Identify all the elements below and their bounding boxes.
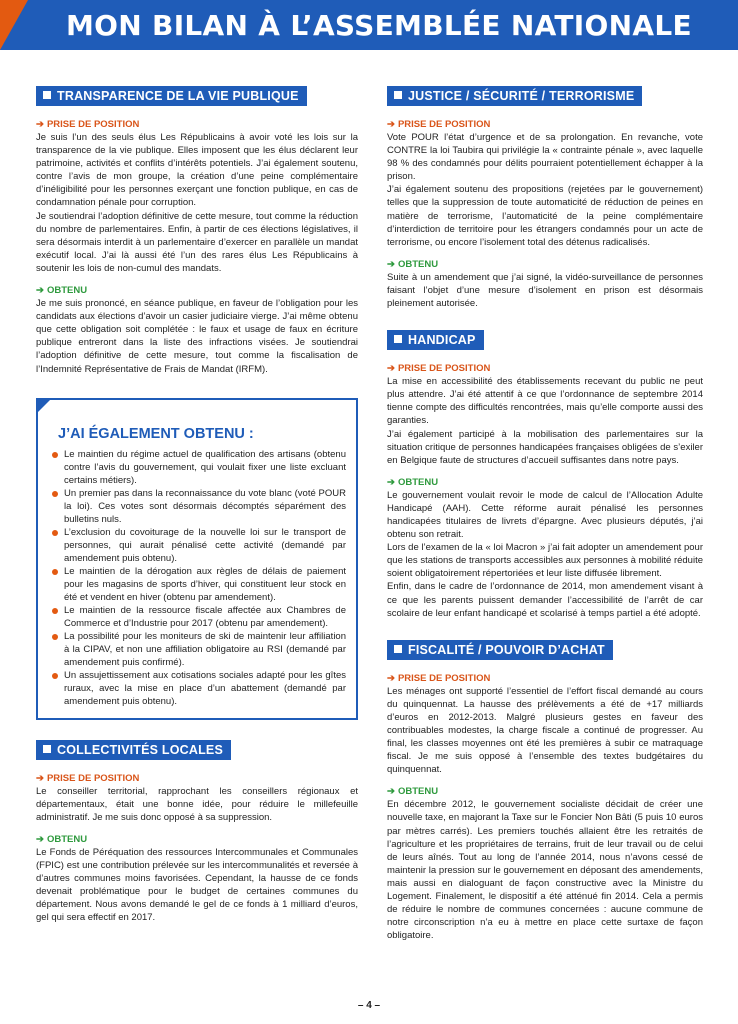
section-title-justice: JUSTICE / SÉCURITÉ / TERRORISME — [387, 86, 642, 106]
left-column — [36, 86, 358, 924]
list-item: La possibilité pour les moniteurs de ski de maintenir leur affiliation à la CIPAV, et non une affiliation obligatoire au RSI (demandé par amendement puis confirmé). — [64, 630, 346, 669]
header-banner — [0, 0, 738, 50]
paragraph: Les ménages ont supporté l’essentiel de l’effort fiscal demandé au cours du quinquennat. La hausse des prélèvements a été de +17 milliards d’euros en 2012-2013. Malgré plusieurs gestes en faveur des contribuables modestes, la charge fiscale a continué de progresser. Au final, les classes moyennes ont été les premières à subir ce matraquage fiscal. Je me suis opposé à l’ensemble des textes budgétaires du quinquennat. — [387, 685, 703, 776]
list-item: Le maintien de la dérogation aux règles de délais de paiement pour les magasins de sports d’hiver, qui constituent leur stock en été et vendent en hiver (obtenu par amendement). — [64, 565, 346, 604]
paragraph: En décembre 2012, le gouvernement socialiste décidait de créer une nouvelle taxe, en majorant la Taxe sur le Foncier Non Bâti (5 puis 10 euros par mètres carrés). Les premiers touchés allaient être les retraités de l’agriculture et les propriétaires de terrains, fruit de leur travail ou de celui de leurs aînés. Tout au long de l’année 2014, nous n’avons cessé de maintenir la pression sur le gouvernement en déposant des amendements, mais aussi en dialoguant de façon constructive avec la Ministre du Logement. Finalement, le dispositif a été atténué fin 2014. Cela a permis de réduire le nombre de communes concernées : aucune commune de notre circonscription n’a eu à mettre en place cette surtaxe de façon obligatoire. — [387, 799, 703, 942]
subheading-prise: ➔ PRISE DE POSITION — [387, 672, 491, 684]
banner-accent — [0, 0, 28, 50]
right-column — [387, 86, 703, 942]
paragraph: Je soutiendrai l’adoption définitive de cette mesure, tout comme la réduction du nombre de parlementaires. Enfin, à partir de ces élections législatives, il sera désormais interdit à un parlementaire d’exercer en parallèle un mandat exécutif local. J’ai là aussi été l’un des rares élus Les Républicains à soutenir les lois de non-cumul des mandats. — [36, 210, 358, 274]
list-item: Un premier pas dans la reconnaissance du vote blanc (voté POUR la loi). Ces votes sont désormais décomptés séparément des bulletins nuls. — [64, 487, 346, 526]
subheading-obtenu: ➔ OBTENU — [387, 258, 439, 270]
list-item: L’exclusion du covoiturage de la nouvelle loi sur le transport de personnes, qui aurait pénalisé cette activité (demandé par amendement puis obtenu). — [64, 526, 346, 565]
section-title-handicap: HANDICAP — [387, 330, 484, 350]
paragraph: Enfin, dans le cadre de l’ordonnance de 2014, mon amendement visant à ce que les parents puissent demander l’accessibilité de l’arrêt de car scolaire de leur enfant handicapé et scolarisé à temps partiel a été adopté. — [387, 581, 703, 619]
box-title: J’AI ÉGALEMENT OBTENU : — [58, 425, 254, 442]
also-obtained-box — [36, 398, 358, 720]
subheading-obtenu: ➔ OBTENU — [36, 285, 88, 297]
paragraph: J’ai également soutenu des propositions (rejetées par le gouvernement) telles que la suppression de toute automaticité de réduction de peines en matière de terrorisme, l’automaticité de la peine complémentaire d’interdiction de territoire pour les étrangers condamnés pour un acte de terrorisme, ou encore l’isolement total des détenus radicalisés. — [387, 184, 703, 248]
section-title-fiscalite: FISCALITÉ / POUVOIR D’ACHAT — [387, 640, 613, 660]
subheading-prise: ➔ PRISE DE POSITION — [36, 119, 140, 130]
page-number: – 4 – — [357, 1000, 381, 1011]
paragraph: Lors de l’examen de la « loi Macron » j’ai fait adopter un amendement pour que les stations de transports accessibles aux personnes à mobilité réduite soient obligatoirement répertoriées et leur liste diffusée librement. — [387, 542, 703, 580]
list-item: Le maintien de la ressource fiscale affectée aux Chambres de Commerce et d’Industrie pour 2017 (obtenu par amendement). — [64, 604, 346, 630]
paragraph: Vote POUR l’état d’urgence et de sa prolongation. En revanche, vote CONTRE la loi Taubira qui privilégie la « contrainte pénale », avec laquelle 98 % des condamnés pour délits pourraient potentiellement échapper à la prison. — [387, 132, 703, 183]
subheading-obtenu: ➔ OBTENU — [387, 786, 439, 798]
paragraph: Le gouvernement voulait revoir le mode de calcul de l’Allocation Adulte Handicapé (AAH). Cette réforme aurait pénalisé les personnes handicapées titulaires de livrets d’épargne. Avec plusieurs députés, j’ai obtenu son retrait. — [387, 489, 703, 541]
subheading-obtenu: ➔ OBTENU — [387, 476, 439, 488]
page-title: MON BILAN À L’ASSEMBLÉE NATIONALE — [66, 9, 692, 42]
subheading-prise: ➔ PRISE DE POSITION — [387, 363, 491, 375]
subheading-prise: ➔ PRISE DE POSITION — [36, 772, 140, 784]
subheading-obtenu: ➔ OBTENU — [36, 833, 88, 845]
paragraph: La mise en accessibilité des établissements recevant du public ne peut plus attendre. J’ai été attentif à ce que l’ordonnance de septembre 2014 tienne compte des difficultés rencontrées, mais qu’elle comporte aussi des garanties. — [387, 376, 703, 427]
subheading-prise: ➔ PRISE DE POSITION — [387, 119, 491, 130]
paragraph: Suite à un amendement que j’ai signé, la vidéo-surveillance de personnes faisant l’objet d’une mesure d’isolement en prison est désormais pleinement autorisée. — [387, 271, 703, 310]
list-item: Un assujettissement aux cotisations sociales adapté pour les gîtes ruraux, avec la mise en place d’un abattement (demandé par amendement puis obtenu). — [64, 669, 346, 708]
paragraph: J’ai également participé à la mobilisation des parlementaires sur la situation critique de personnes handicapées françaises obligées de s’exiler en Belgique faute de structures d’accueil suffisantes dans notre pays. — [387, 428, 703, 466]
section-title-transparence: TRANSPARENCE DE LA VIE PUBLIQUE — [36, 86, 307, 106]
paragraph: Le conseiller territorial, rapprochant les conseillers régionaux et départementaux, était une bonne idée, pour réduire le millefeuille administratif. Je me suis donc opposé à sa suppression. — [36, 785, 358, 823]
achievements-list — [50, 448, 346, 708]
paragraph: Je me suis prononcé, en séance publique, en faveur de l’obligation pour les candidats aux élections d’avoir un casier judiciaire vierge. J’ai même obtenu que cette obligation soit complétée : le faux et usage de faux en écriture publique entreront dans la liste des infractions visées. Je soutiendrai l’adoption définitive de cette mesure, tout comme la fiscalisation de l’Indemnité Représentative de Frais de Mandat (IRFM). — [36, 298, 358, 375]
section-title-collectivites: COLLECTIVITÉS LOCALES — [36, 740, 231, 760]
paragraph: Je suis l’un des seuls élus Les Républicains à avoir voté les lois sur la transparence de la vie publique. Elles imposent que les élus déclarent leur patrimoine, activités et conflits d’intérêts potentiels. J’ai également soutenu, contre l’avis de mon groupe, la création d’une peine complémentaire d’inéligibilité pour les personnes exerçant une fonction publique, en cas de condamnation pénale pour corruption. — [36, 132, 358, 209]
paragraph: Le Fonds de Péréquation des ressources Intercommunales et Communales (FPIC) est une contribution prélevée sur les intercommunalités et reversée à d’autres communes moins favorisées. Cependant, la hausse de ce fonds devenait problématique pour le budget de certaines communes du département. Nous avons demandé le gel de ce fonds à 1 milliard d’euros, gel qui sera effectif en 2017. — [36, 846, 358, 924]
list-item: Le maintien du régime actuel de qualification des artisans (obtenu contre l’avis du gouvernement, qui voulait fixer une liste excluant certains métiers). — [64, 448, 346, 487]
